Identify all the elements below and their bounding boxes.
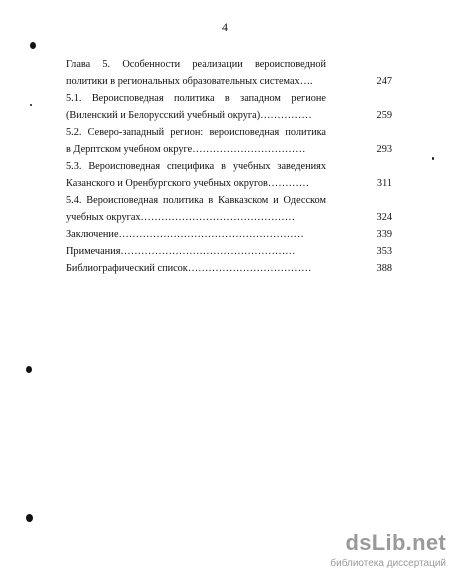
punch-hole-mark	[26, 514, 33, 522]
toc-entry-page: 339	[376, 229, 392, 240]
punch-hole-mark	[26, 366, 32, 373]
toc-entry-page: 259	[376, 110, 392, 121]
toc-entry-text: Глава 5. Особенности реализации вероисповедной	[66, 59, 326, 70]
punch-hole-mark	[30, 42, 36, 49]
scan-speck	[30, 104, 32, 106]
toc-entry-5-3	[66, 158, 400, 192]
toc-entry-page: 293	[376, 144, 392, 155]
toc-entry-page: 353	[376, 246, 392, 257]
toc-entry-conclusion	[66, 226, 400, 243]
toc-entry-text: Казанского и Оренбургского учебных округов…………	[66, 178, 310, 189]
toc-entry-page: 388	[376, 263, 392, 274]
toc-entry-chapter-5	[66, 56, 400, 90]
toc-entry-5-2	[66, 124, 400, 158]
toc-entry-text: 5.3. Вероисповедная специфика в учебных заведениях	[66, 161, 326, 172]
toc-entry-text: Библиографический список………………………………	[66, 263, 312, 274]
toc-entry-page: 311	[376, 178, 392, 189]
toc-entry-5-1	[66, 90, 400, 124]
toc-entry-text: Примечания……………………………………………	[66, 246, 296, 257]
toc-entry-page: 247	[376, 76, 392, 87]
toc-entry-notes	[66, 243, 400, 260]
toc-entry-page: 324	[376, 212, 392, 223]
watermark-title: dsLib.net	[345, 530, 446, 555]
page-number: 4	[222, 20, 228, 34]
watermark-subtitle: библиотека диссертаций	[330, 558, 446, 569]
toc-entry-text: в Дерптском учебном округе……………………………	[66, 144, 306, 155]
toc-entry-text: 5.2. Северо-западный регион: вероисповедная политика	[66, 127, 326, 138]
table-of-contents	[66, 56, 400, 277]
toc-entry-text: Заключение………………………………………………	[66, 229, 304, 240]
toc-entry-text: 5.1. Вероисповедная политика в западном регионе	[66, 93, 326, 104]
scan-speck	[432, 157, 434, 160]
toc-entry-text: 5.4. Вероисповедная политика в Кавказском и Одесском	[66, 195, 326, 206]
toc-entry-text: учебных округах………………………………………	[66, 212, 295, 223]
toc-entry-text: (Виленский и Белорусский учебный округа)……………	[66, 110, 312, 121]
toc-entry-bibliography	[66, 260, 400, 277]
toc-entry-5-4	[66, 192, 400, 226]
watermark-logo	[328, 530, 446, 578]
toc-entry-text: политики в региональных образовательных системах….	[66, 76, 313, 87]
